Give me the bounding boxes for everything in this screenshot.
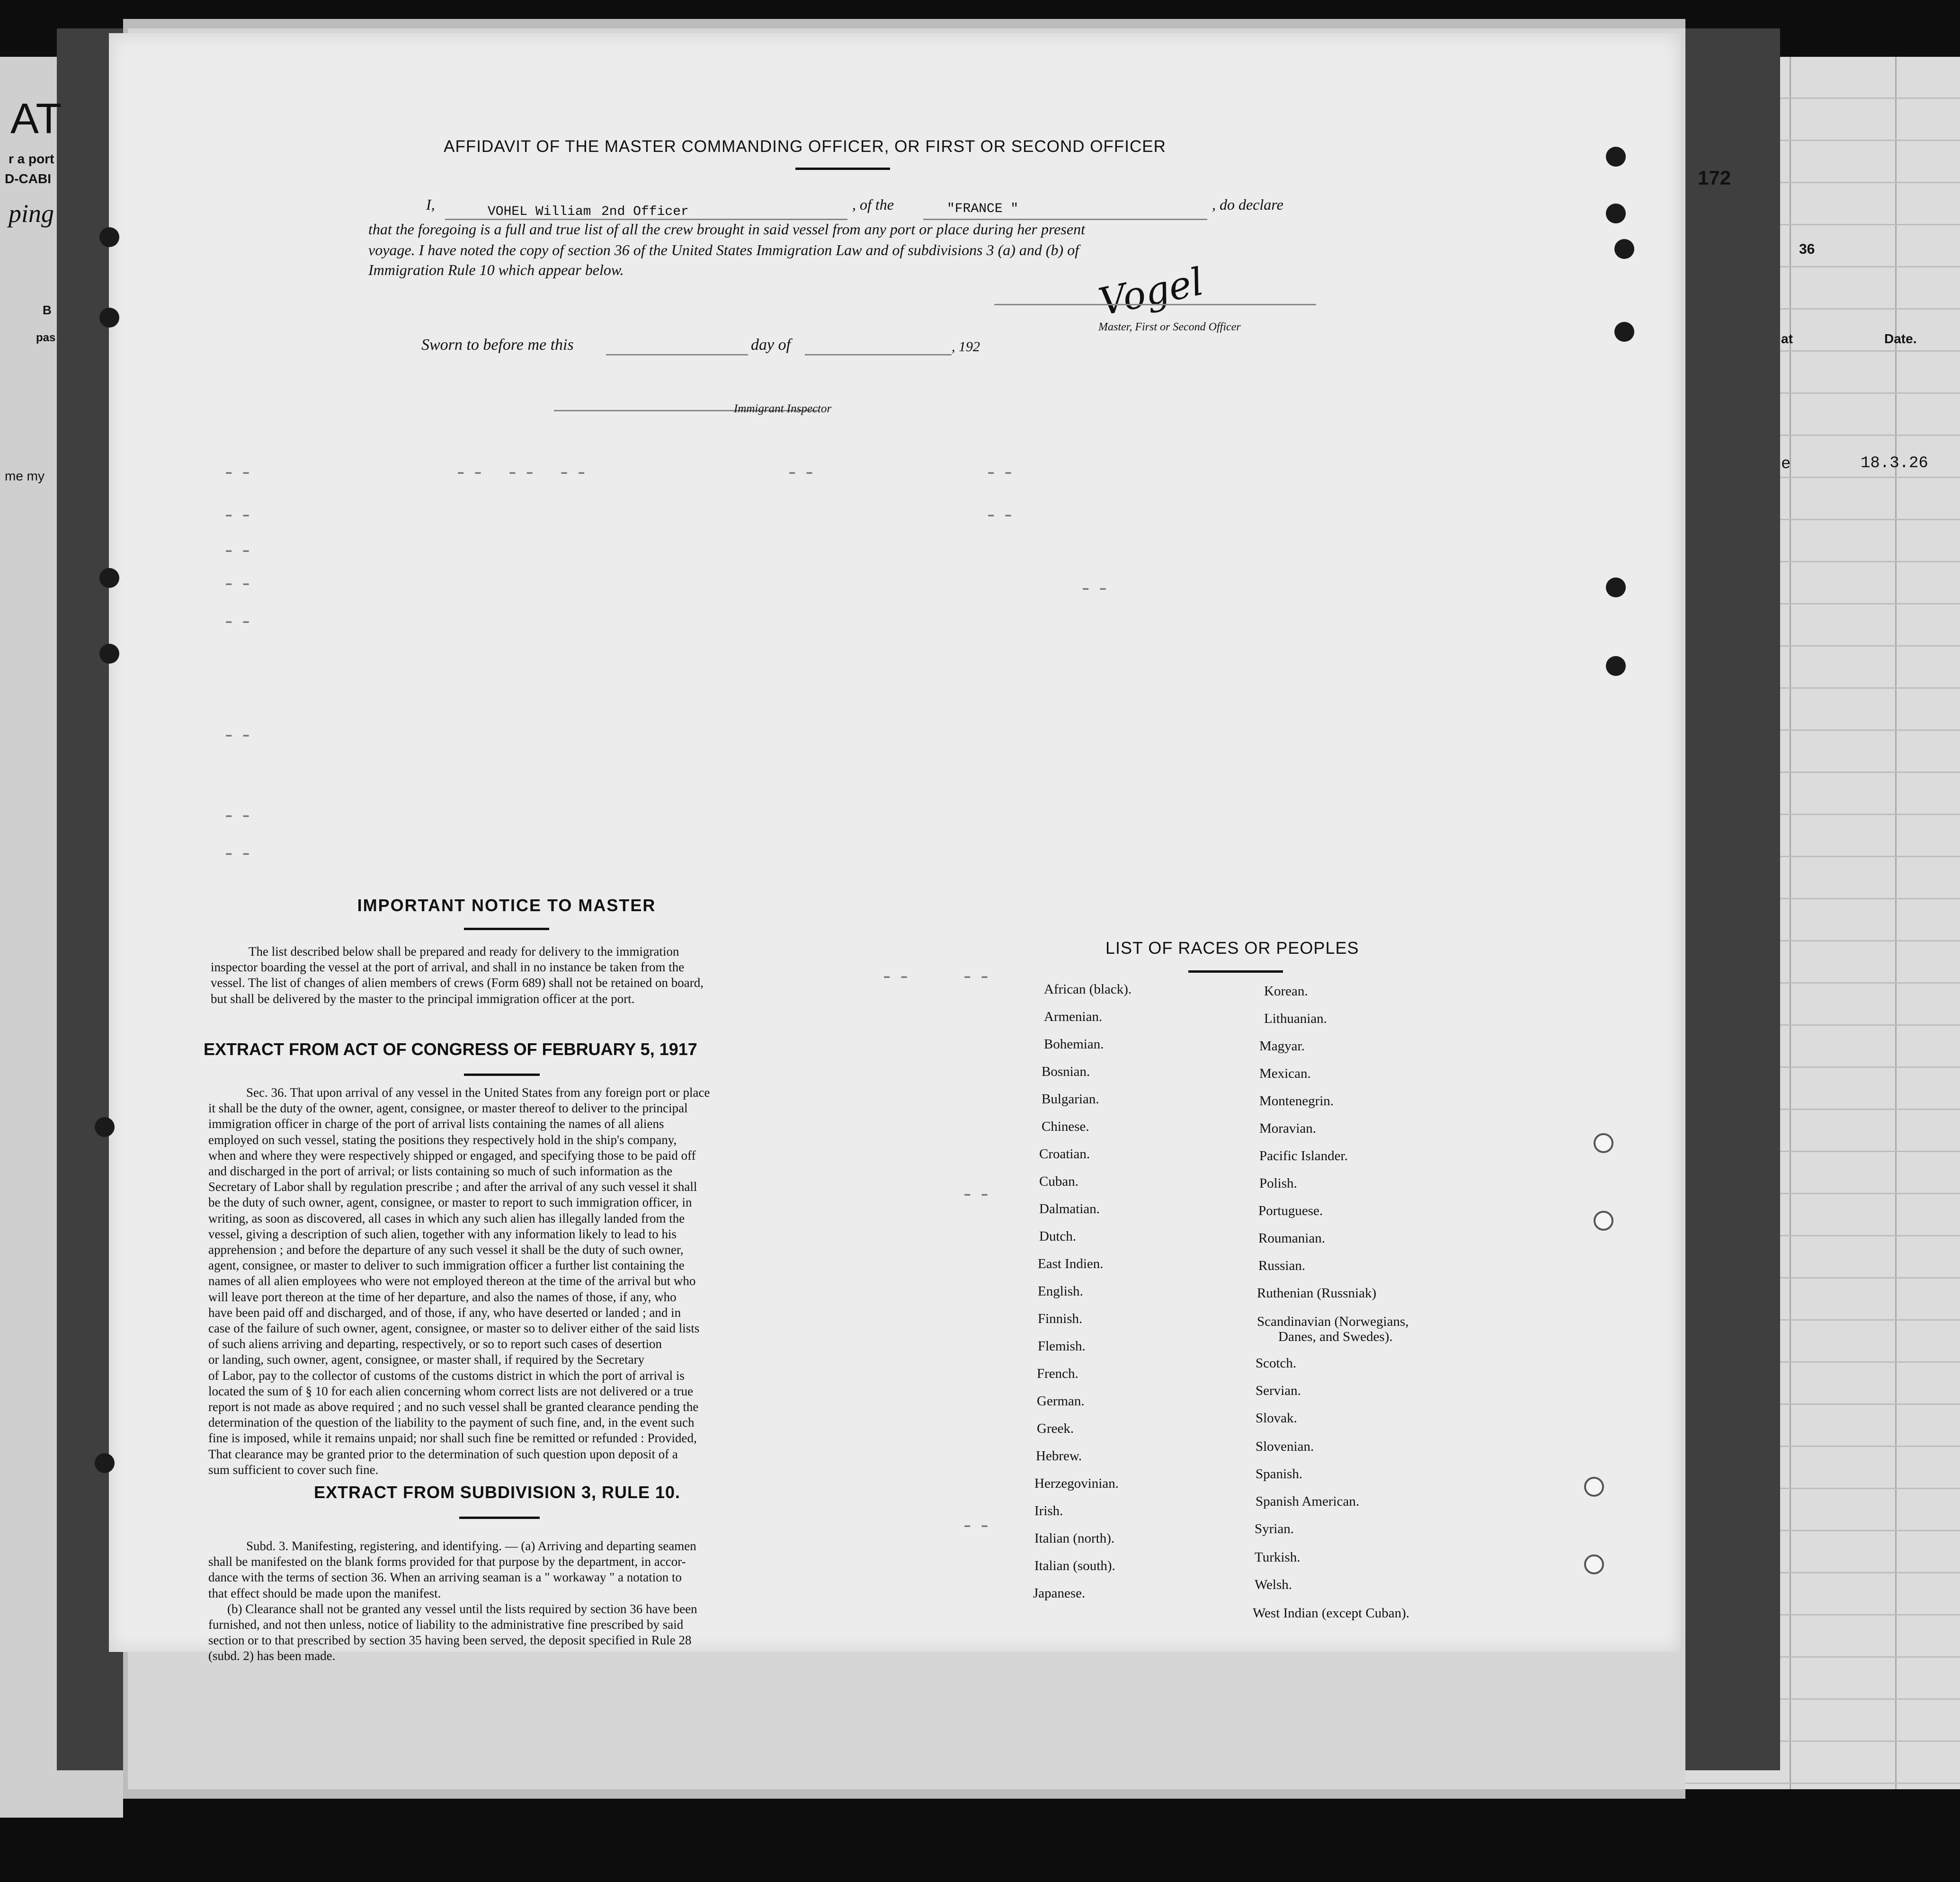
punch-hole	[99, 644, 119, 664]
left-fragment: B	[43, 303, 52, 317]
race-item: Irish.	[1034, 1503, 1063, 1518]
act-line: it shall be the duty of the owner, agent, consignee, or master thereof to deliver to the principal	[208, 1101, 688, 1116]
ledger-col-at: at	[1781, 331, 1793, 346]
signature-line	[994, 304, 1316, 305]
faint-mark: --	[223, 724, 257, 748]
act-line: That clearance may be granted prior to the determination of such question upon deposit of a	[208, 1447, 678, 1461]
race-item: Magyar.	[1259, 1039, 1305, 1054]
notice-title: IMPORTANT NOTICE TO MASTER	[357, 896, 656, 915]
race-item: African (black).	[1044, 982, 1132, 997]
act-line: fine is imposed, while it remains unpaid; nor shall such fine be remitted or refunded : Provided,	[208, 1431, 697, 1446]
act-line: have been paid off and discharged, and of those, if any, who have deserted or landed ; and in	[208, 1305, 681, 1320]
faint-mark: --	[961, 966, 996, 989]
race-item: Dutch.	[1039, 1229, 1077, 1244]
act-line: names of all alien employees who were not employed thereon at the time of the arrival but who	[208, 1274, 696, 1288]
race-item: Chinese.	[1042, 1119, 1089, 1134]
notice-title-underline	[464, 928, 549, 930]
act-line: when and where they were respectively shipped or engaged, and specifying those to be paid off	[208, 1148, 696, 1163]
race-item: Slovenian.	[1256, 1439, 1314, 1454]
act-line: writing, as soon as discovered, all cases in which any such alien has illegally landed from the	[208, 1211, 685, 1225]
race-item: Servian.	[1256, 1383, 1301, 1398]
affidavit-line-4: Immigration Rule 10 which appear below.	[368, 261, 624, 278]
rule-line: shall be manifested on the blank forms provided for that purpose by the department, in accor-	[208, 1554, 686, 1569]
punch-hole	[99, 568, 119, 588]
faint-mark: --	[223, 504, 257, 528]
race-item: Bulgarian.	[1042, 1092, 1099, 1107]
punch-hole	[1606, 147, 1626, 167]
act-line: or landing, such owner, agent, consignee, or master shall, if required by the Secretary	[208, 1352, 645, 1367]
race-item: Armenian.	[1044, 1009, 1103, 1024]
left-fragment: pas	[36, 331, 56, 344]
race-item: Finnish.	[1038, 1311, 1083, 1326]
faint-mark: --	[223, 611, 257, 634]
title-underline	[795, 168, 890, 170]
race-item: Dalmatian.	[1039, 1201, 1100, 1216]
act-line: and discharged in the port of arrival; or lists containing so much of such information as the	[208, 1164, 673, 1179]
notice-line: but shall be delivered by the master to the principal immigration officer at the port.	[211, 991, 635, 1006]
race-item: Herzegovinian.	[1034, 1476, 1119, 1491]
race-item: Welsh.	[1255, 1577, 1292, 1592]
sworn-year: , 192	[952, 339, 980, 355]
race-item: Syrian.	[1255, 1521, 1294, 1536]
race-item: Mexican.	[1259, 1066, 1311, 1081]
race-item: Spanish.	[1256, 1466, 1303, 1482]
faint-mark: --	[786, 462, 820, 485]
punch-hole	[1614, 322, 1634, 342]
race-item: Montenegrin.	[1259, 1093, 1334, 1109]
notice-line: The list described below shall be prepared and ready for delivery to the immigration	[249, 944, 679, 959]
race-item: Italian (south).	[1034, 1558, 1115, 1573]
race-item: Slovak.	[1256, 1411, 1297, 1426]
race-item: Bosnian.	[1042, 1064, 1090, 1079]
act-line: employed on such vessel, stating the positions they respectively hold in the ship's company,	[208, 1132, 677, 1147]
affidavit-of-the: , of the	[852, 196, 894, 213]
rule-line: Subd. 3. Manifesting, registering, and identifying. — (a) Arriving and departing seamen	[246, 1539, 696, 1553]
punch-hole	[95, 1117, 115, 1137]
act-line: immigration officer in charge of the port of arrival lists containing the names of all aliens	[208, 1117, 664, 1131]
faint-mark: --	[985, 504, 1019, 528]
punch-hole	[99, 308, 119, 328]
faint-mark: --	[223, 843, 257, 866]
sworn-day-line	[606, 354, 748, 355]
vessel-blank-line	[923, 219, 1207, 220]
faint-mark: --	[223, 573, 257, 596]
punch-hole	[1584, 1477, 1604, 1497]
faint-mark: --	[223, 462, 257, 485]
race-item: Flemish.	[1038, 1339, 1086, 1354]
officer-rank: 2nd Officer	[601, 204, 689, 219]
race-item: East Indien.	[1038, 1256, 1104, 1271]
faint-mark: --	[1079, 577, 1114, 601]
rule-line: (b) Clearance shall not be granted any vessel until the lists required by section 36 have been	[227, 1601, 697, 1616]
act-line: apprehension ; and before the departure of any such vessel it shall be the duty of such owner,	[208, 1243, 684, 1257]
vessel-name: "FRANCE "	[947, 202, 1019, 216]
signature-caption: Master, First or Second Officer	[1098, 321, 1241, 333]
faint-mark: --	[961, 1515, 996, 1538]
rule-line: that effect should be made upon the manifest.	[208, 1586, 441, 1600]
inspector-caption: Immigrant Inspector	[734, 402, 832, 415]
faint-mark: --	[881, 966, 915, 989]
faint-mark: -- -- --	[454, 462, 593, 485]
race-item: French.	[1037, 1366, 1078, 1381]
act-title-underline	[464, 1074, 540, 1076]
punch-hole	[1606, 577, 1626, 597]
race-item: Polish.	[1259, 1176, 1297, 1191]
race-item: Italian (north).	[1034, 1531, 1115, 1546]
faint-mark: --	[223, 805, 257, 828]
race-item: English.	[1038, 1284, 1083, 1299]
act-line: Sec. 36. That upon arrival of any vessel in the United States from any foreign port or place	[246, 1085, 710, 1100]
affidavit-line-2: that the foregoing is a full and true list of all the crew brought in said vessel from any port or place during her present	[368, 221, 1085, 238]
rule-line: dance with the terms of section 36. When an arriving seaman is a " workaway " a notation to	[208, 1570, 682, 1585]
race-item: Turkish.	[1255, 1550, 1301, 1565]
notice-line: vessel. The list of changes of alien members of crews (Form 689) shall not be retained on board,	[211, 976, 704, 990]
race-item: Ruthenian (Russniak)	[1257, 1286, 1377, 1301]
race-item: Pacific Islander.	[1259, 1148, 1348, 1163]
rule-line: section or to that prescribed by section 35 having been served, the deposit specified in Rule 28	[208, 1633, 692, 1648]
faint-mark: --	[223, 540, 257, 563]
race-item: Russian.	[1258, 1258, 1306, 1273]
sworn-text: Sworn to before me this	[421, 336, 574, 354]
affidavit-line-3: voyage. I have noted the copy of section 36 of the United States Immigration Law and of subdivisions 3 (a) and (b) of	[368, 241, 1079, 258]
affidavit-title: AFFIDAVIT OF THE MASTER COMMANDING OFFICER, OR FIRST OR SECOND OFFICER	[444, 137, 1166, 156]
day-of-text: day of	[751, 336, 791, 354]
punch-hole	[1594, 1211, 1613, 1231]
act-line: agent, consignee, or master to deliver to such immigration officer a further list containing the	[208, 1258, 685, 1273]
sworn-month-line	[805, 354, 952, 355]
officer-signature: Vogel	[1095, 259, 1207, 325]
ledger-page-number: 36	[1799, 241, 1815, 257]
act-title: EXTRACT FROM ACT OF CONGRESS OF FEBRUARY 5, 1917	[204, 1039, 697, 1059]
act-line: sum sufficient to cover such fine.	[208, 1462, 379, 1477]
name-blank-line	[445, 219, 847, 220]
page-number: 172	[1698, 167, 1731, 189]
act-paragraph	[208, 1085, 786, 1478]
race-item: Spanish American.	[1256, 1494, 1360, 1509]
affidavit-i-label: I,	[426, 196, 435, 213]
notice-line: inspector boarding the vessel at the port of arrival, and shall in no instance be taken from the	[211, 960, 685, 975]
officer-name: VOHEL William	[488, 204, 591, 219]
ledger-entry-date: 18.3.26	[1861, 454, 1928, 472]
punch-hole	[1584, 1554, 1604, 1574]
act-line: report is not made as above required ; and no such vessel shall be granted clearance pending the	[208, 1400, 699, 1414]
left-fragment: r a port	[9, 151, 54, 166]
races-title-underline	[1188, 970, 1283, 973]
races-title: LIST OF RACES OR PEOPLES	[1105, 938, 1359, 958]
act-line: Secretary of Labor shall by regulation prescribe ; and after the arrival of any such vessel it shall	[208, 1180, 697, 1194]
act-line: located the sum of § 10 for each alien concerning whom correct lists are not delivered or a true	[208, 1384, 694, 1398]
left-fragment: D-CABI	[5, 171, 51, 186]
race-item: Roumanian.	[1258, 1231, 1325, 1246]
act-line: be the duty of such owner, agent, consignee, or master to report to such immigration officer, in	[208, 1195, 692, 1210]
race-item: German.	[1037, 1394, 1085, 1409]
rule-paragraph	[208, 1538, 786, 1664]
affidavit-do-declare: , do declare	[1212, 196, 1283, 213]
race-item: Scandinavian (Norwegians,	[1257, 1314, 1409, 1329]
race-item: Portuguese.	[1258, 1203, 1323, 1218]
rule-line: (subd. 2) has been made.	[208, 1649, 336, 1663]
punch-hole	[1606, 656, 1626, 676]
act-line: vessel, giving a description of such alien, together with any information likely to lead to his	[208, 1226, 677, 1241]
race-item: Moravian.	[1259, 1121, 1316, 1136]
race-item: Lithuanian.	[1264, 1011, 1327, 1026]
act-line: of Labor, pay to the collector of customs of the customs district in which the port of arrival is	[208, 1368, 685, 1383]
ledger-entry-tail: e	[1781, 455, 1791, 473]
act-line: will leave port thereon at the time of her departure, and also the names of those, if any, who	[208, 1289, 677, 1304]
faint-mark: --	[961, 1183, 996, 1207]
race-item: West Indian (except Cuban).	[1253, 1606, 1410, 1621]
punch-hole	[1606, 204, 1626, 223]
race-item: Cuban.	[1039, 1174, 1078, 1189]
ledger-col-date: Date.	[1884, 331, 1917, 346]
act-line: case of the failure of such owner, agent, consignee, or master so to deliver either of the said lists	[208, 1321, 700, 1336]
rule-line: furnished, and not then unless, notice of liability to the administrative fine prescribed by said	[208, 1617, 684, 1632]
race-item: Greek.	[1037, 1421, 1074, 1436]
left-fragment: ping	[9, 199, 54, 228]
punch-hole	[1594, 1133, 1613, 1153]
race-item: Bohemian.	[1044, 1037, 1104, 1052]
punch-hole	[1614, 239, 1634, 259]
race-item: Croatian.	[1039, 1146, 1090, 1162]
race-item: Korean.	[1264, 984, 1308, 999]
race-item: Japanese.	[1033, 1586, 1086, 1601]
notice-paragraph	[211, 944, 788, 1007]
left-fragment: me my	[5, 469, 45, 483]
race-item: Hebrew.	[1036, 1448, 1082, 1464]
punch-hole	[95, 1453, 115, 1473]
race-item: Danes, and Swedes).	[1278, 1329, 1393, 1344]
act-line: of such aliens arriving and departing, respectively, or so to report such cases of desertion	[208, 1337, 662, 1351]
rule-title-underline	[459, 1517, 540, 1519]
race-item: Scotch.	[1256, 1356, 1297, 1371]
faint-mark: --	[985, 462, 1019, 485]
rule-title: EXTRACT FROM SUBDIVISION 3, RULE 10.	[313, 1483, 681, 1502]
punch-hole	[99, 227, 119, 247]
act-line: determination of the question of the liability to the payment of such fine, and, in the event such	[208, 1415, 695, 1430]
left-fragment: AT	[10, 95, 62, 142]
